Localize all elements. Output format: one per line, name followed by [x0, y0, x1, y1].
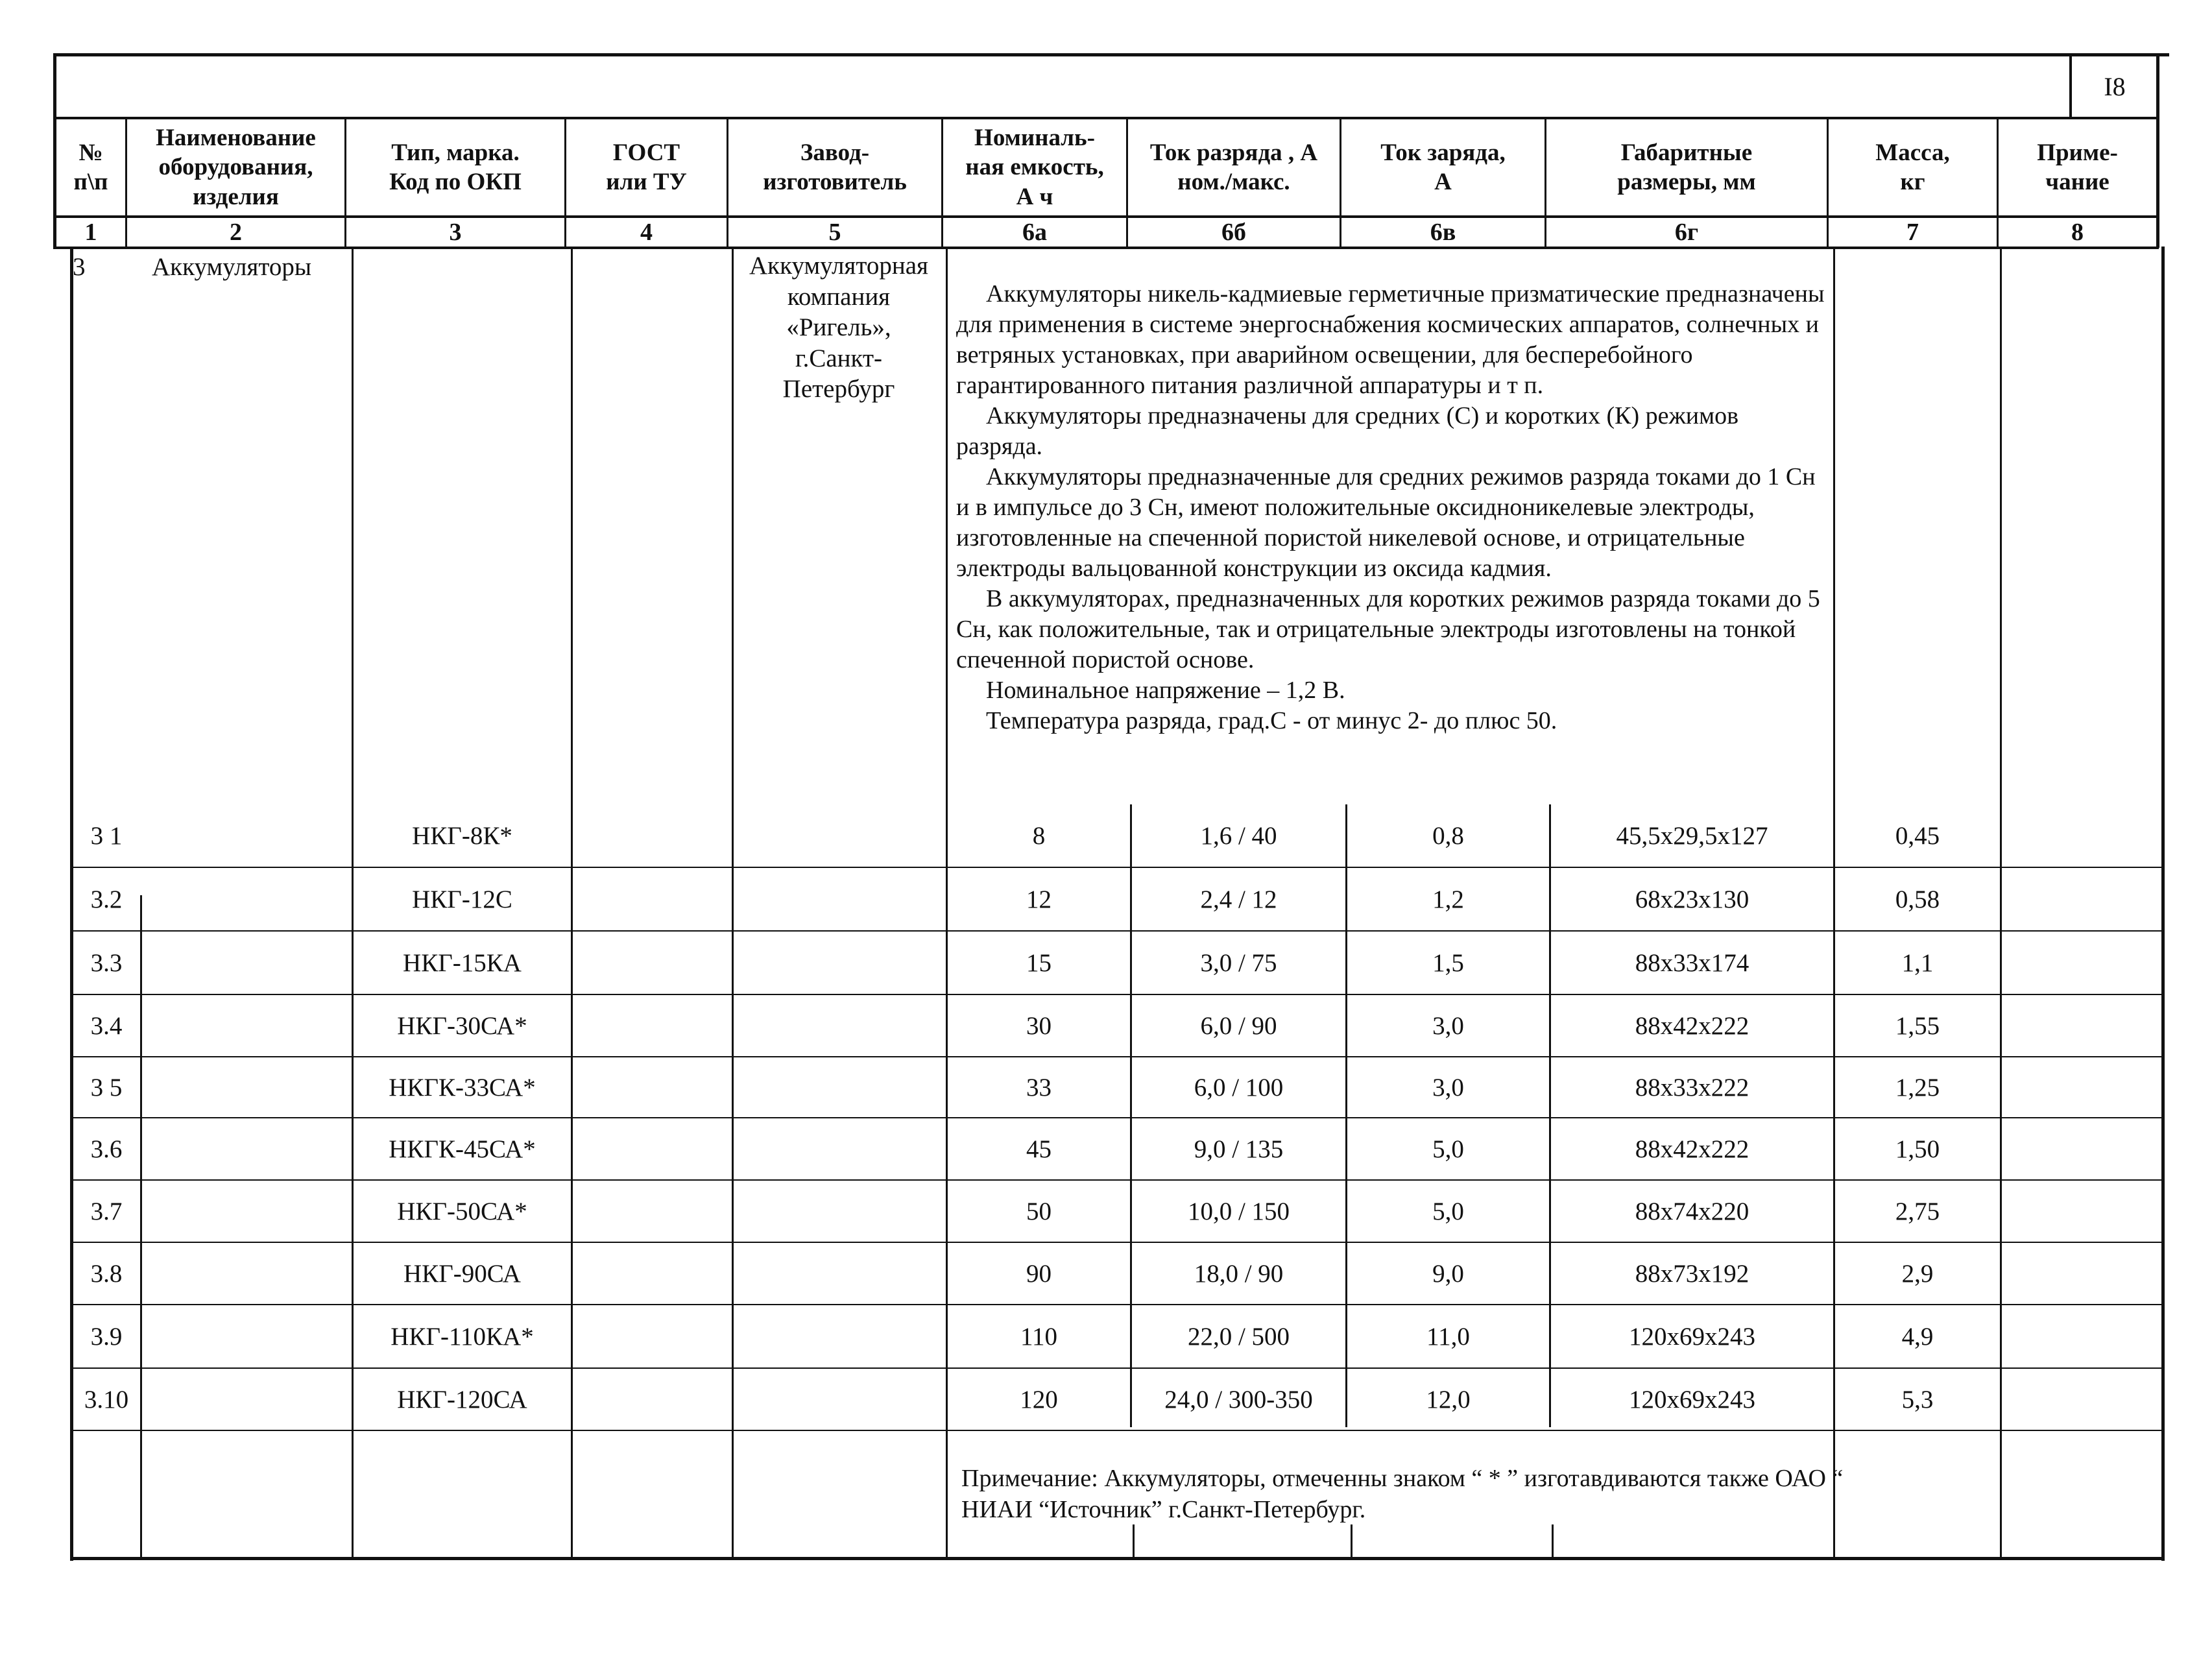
- col-header-num: № п\п: [73, 139, 108, 195]
- col-number: 8: [2071, 219, 2084, 246]
- row-type: НКГ-110КА*: [391, 1322, 534, 1351]
- col-number: 5: [828, 219, 841, 246]
- row-capacity: 120: [1020, 1385, 1058, 1414]
- description-paragraph: Аккумуляторы предназначенные для средних режимов разряда токами до 1 Сн и в импульсе до 3 Сн, имеют положительные оксидноникелевые электроды, изготовленные на спеченной пористой никелевой основе, и отрицательные электроды вальцованной конструкции из оксида кадмия.: [956, 463, 1816, 582]
- description-paragraph: Аккумуляторы предназначены для средних (С) и коротких (К) режимов разряда.: [956, 402, 1739, 460]
- row-capacity: 50: [1026, 1197, 1052, 1225]
- row-dims: 88x73x192: [1635, 1259, 1749, 1288]
- row-capacity: 45: [1026, 1135, 1052, 1163]
- row-discharge: 18,0 / 90: [1194, 1259, 1284, 1288]
- col-header-gost: ГОСТ или ТУ: [606, 139, 687, 195]
- row-charge: 3,0: [1432, 1073, 1464, 1102]
- row-capacity: 33: [1026, 1073, 1052, 1102]
- row-mass: 0,45: [1895, 821, 1940, 850]
- col-header-note: Приме- чание: [2037, 139, 2118, 195]
- row-dims: 68x23x130: [1635, 885, 1749, 913]
- description-paragraph: Аккумуляторы никель-кадмиевые герметичные призматические предназначены для применения в системе энергоснабжения космических аппаратов, солнечных и ветряных установках, при аварийном освещении, для бесперебойного гарантированного питания различной аппаратуры и т п.: [956, 280, 1825, 399]
- row-num: 3.9: [90, 1322, 123, 1351]
- row-discharge: 6,0 / 90: [1200, 1011, 1277, 1040]
- col-header-manufacturer: Завод- изготовитель: [763, 139, 907, 195]
- pagebox-left: [2069, 54, 2072, 118]
- row-charge: 9,0: [1432, 1259, 1464, 1288]
- col-header-type: Тип, марка. Код по ОКП: [389, 139, 522, 195]
- col-number: 6а: [1022, 219, 1047, 246]
- row-dims: 88x33x222: [1635, 1073, 1749, 1102]
- row-capacity: 15: [1026, 948, 1052, 977]
- row-charge: 5,0: [1432, 1197, 1464, 1225]
- col-number: 6б: [1221, 219, 1246, 246]
- row-charge: 1,2: [1432, 885, 1464, 913]
- col-number: 2: [230, 219, 242, 246]
- col-header-mass: Масса, кг: [1875, 139, 1950, 195]
- row-capacity: 90: [1026, 1259, 1052, 1288]
- row-type: НКГ-15КА: [403, 948, 522, 977]
- col-number: 6в: [1430, 219, 1456, 246]
- row-capacity: 12: [1026, 885, 1052, 913]
- row-charge: 3,0: [1432, 1011, 1464, 1040]
- row-discharge: 22,0 / 500: [1187, 1322, 1290, 1351]
- frame-bottom: [70, 1557, 2165, 1560]
- row-charge: 5,0: [1432, 1135, 1464, 1163]
- row-dims: 88x42x222: [1635, 1011, 1749, 1040]
- row-discharge: 6,0 / 100: [1194, 1073, 1284, 1102]
- row-num: 3.7: [90, 1197, 123, 1225]
- frame-top: [53, 53, 2169, 56]
- row-mass: 1,1: [1901, 948, 1934, 977]
- row-dims: 120x69x243: [1629, 1322, 1755, 1351]
- row-discharge: 3,0 / 75: [1200, 948, 1277, 977]
- row-dims: 88x33x174: [1635, 948, 1749, 977]
- row-type: НКГ-90СА: [403, 1259, 521, 1288]
- section-name: Аккумуляторы: [152, 253, 312, 281]
- section-description: [956, 279, 1829, 736]
- row-discharge: 9,0 / 135: [1194, 1135, 1284, 1163]
- row-dims: 120x69x243: [1629, 1385, 1755, 1414]
- row-discharge: 2,4 / 12: [1200, 885, 1277, 913]
- row-num: 3 5: [90, 1073, 123, 1102]
- page-number: I8: [2104, 71, 2126, 101]
- col-number: 4: [640, 219, 653, 246]
- row-mass: 0,58: [1895, 885, 1940, 913]
- row-charge: 0,8: [1432, 821, 1464, 850]
- row-num: 3.2: [90, 885, 123, 913]
- manufacturer-cell: Аккумуляторная компания «Ригель», г.Санкт- Петербург: [749, 252, 928, 403]
- row-capacity: 8: [1032, 821, 1046, 850]
- row-type: НКГ-50СА*: [397, 1197, 527, 1225]
- row-num: 3.6: [90, 1135, 123, 1163]
- col-number: 6г: [1674, 219, 1699, 246]
- row-num: 3.10: [84, 1385, 129, 1414]
- row-type: НКГ-12С: [412, 885, 512, 913]
- row-mass: 5,3: [1901, 1385, 1934, 1414]
- header-bottom-line: [53, 247, 2159, 249]
- row-mass: 1,25: [1895, 1073, 1940, 1102]
- description-paragraph: Номинальное напряжение – 1,2 В.: [986, 677, 1345, 704]
- row-type: НКГК-33СА*: [389, 1073, 536, 1102]
- row-discharge: 10,0 / 150: [1187, 1197, 1290, 1225]
- row-charge: 12,0: [1426, 1385, 1471, 1414]
- row-capacity: 110: [1020, 1322, 1058, 1351]
- row-dims: 88x42x222: [1635, 1135, 1749, 1163]
- row-charge: 11,0: [1426, 1322, 1470, 1351]
- row-discharge: 1,6 / 40: [1200, 821, 1277, 850]
- row-discharge: 24,0 / 300-350: [1164, 1385, 1313, 1414]
- col-header-capacity: Номиналь- ная емкость, А ч: [965, 125, 1104, 210]
- row-mass: 1,55: [1895, 1011, 1940, 1040]
- row-type: НКГК-45СА*: [389, 1135, 536, 1163]
- row-mass: 1,50: [1895, 1135, 1940, 1163]
- footnote: Примечание: Аккумуляторы, отмеченны знаком “ * ” изготавдиваются также ОАО “ НИАИ “Источник” г.Санкт-Петербург.: [961, 1465, 1844, 1523]
- frame-right-lower: [2161, 247, 2165, 1561]
- row-type: НКГ-8К*: [412, 821, 512, 850]
- row-separator: [73, 1430, 2161, 1431]
- bottom-tick: [1552, 1524, 1554, 1557]
- section-number: 3: [73, 253, 86, 281]
- col-number: 7: [1906, 219, 1919, 246]
- description-paragraph: Температура разряда, град.С - от минус 2- до плюс 50.: [986, 707, 1557, 734]
- row-mass: 4,9: [1901, 1322, 1934, 1351]
- row-dims: 88x74x220: [1635, 1197, 1749, 1225]
- col-header-dims: Габаритные размеры, мм: [1617, 139, 1756, 195]
- col-header-name: Наименование оборудования, изделия: [156, 125, 316, 210]
- body-vline-gost: [732, 247, 734, 1557]
- row-charge: 1,5: [1432, 948, 1464, 977]
- bottom-tick: [1351, 1524, 1352, 1557]
- row-num: 3.3: [90, 948, 123, 977]
- body-vline-mass: [2000, 247, 2002, 1557]
- description-paragraph: В аккумуляторах, предназначенных для коротких режимов разряда токами до 5 Сн, как положительные, так и отрицательные электроды изготовлены на тонкой спеченной пористой основе.: [956, 585, 1820, 673]
- col-header-charge: Ток заряда, А: [1380, 139, 1506, 195]
- frame-right-upper: [2156, 53, 2159, 248]
- col-header-discharge: Ток разряда , А ном./макс.: [1149, 139, 1318, 195]
- row-mass: 2,9: [1901, 1259, 1934, 1288]
- row-num: 3 1: [90, 821, 123, 850]
- col-number: 1: [84, 219, 97, 246]
- col-number: 3: [449, 219, 462, 246]
- bottom-tick: [1133, 1524, 1135, 1557]
- body-vline-type: [571, 247, 573, 1557]
- row-capacity: 30: [1026, 1011, 1052, 1040]
- row-num: 3.8: [90, 1259, 123, 1288]
- row-num: 3.4: [90, 1011, 123, 1040]
- row-mass: 2,75: [1895, 1197, 1940, 1225]
- row-type: НКГ-120СА: [397, 1385, 527, 1414]
- row-type: НКГ-30СА*: [397, 1011, 527, 1040]
- row-dims: 45,5x29,5x127: [1616, 821, 1768, 850]
